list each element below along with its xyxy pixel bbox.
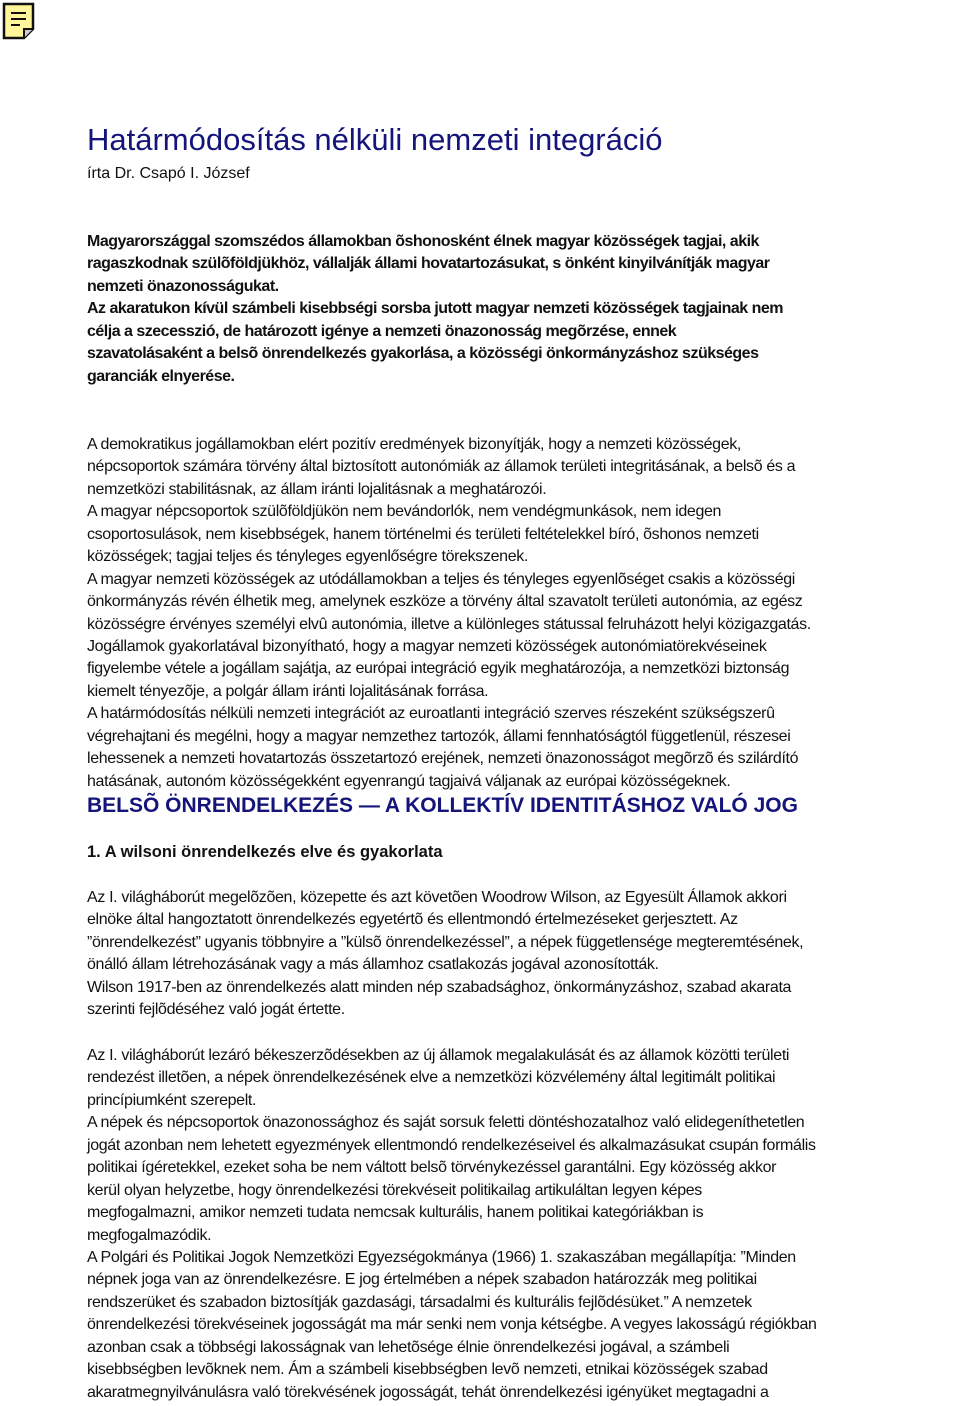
text-line: azonban csak a többségi lakosságnak van lehetõsége élnie önrendelkezési jogával, a számbeli — [87, 1338, 730, 1356]
text-line: rendezést illetõen, a népek önrendelkezésének elve a nemzetközi közvélemény által legitimált politikai — [87, 1069, 776, 1087]
text-line: kerül olyan helyzetbe, hogy önrendelkezési törekvéseit politikailag artikuláltan legyen képes — [87, 1181, 702, 1199]
text-line: nemzetközi stabilitásnak, az állam iránti lojalitásnak a meghatározói. — [87, 480, 547, 498]
text-line: Wilson 1917-ben az önrendelkezés alatt minden nép szabadsághoz, önkormányzáshoz, szabad akarata — [87, 978, 792, 996]
text-line: Az akaratukon kívül számbeli kisebbségi sorsba jutott magyar nemzeti közösségek tagjainak nem — [87, 300, 783, 318]
text-line: princípiumként szerepelt. — [87, 1091, 257, 1109]
text-line: népnek joga van az önrendelkezésre. E jog értelmében a népek szabadon határozzák meg politikai — [87, 1271, 757, 1289]
text-line: népcsoportok számára törvény által biztosított autonómiák az államok területi integritásának, a belsõ és a — [87, 458, 796, 476]
intro-paragraph — [87, 231, 783, 388]
text-line: A demokratikus jogállamokban elért pozitív eredmények bizonyítják, hogy a nemzeti közösségek, — [87, 436, 742, 453]
text-line: figyelembe vétele a jogállam sajátja, az európai integráció egyik meghatározója, a nemzetközi biztonság — [87, 660, 790, 678]
body-paragraph-1 — [87, 434, 811, 793]
text-line: rendszerüket és szabadon biztosítják gazdasági, társadalmi és kulturális fejlõdésüket.” A nemzetek — [87, 1293, 752, 1311]
text-line: elnöke által hangoztatott önrendelkezés egyetértõ és ellentmondó értelmezéseket gerjesztett. Az — [87, 911, 738, 929]
page-title: Határmódosítás nélküli nemzeti integráció — [87, 122, 663, 157]
text-line: szerinti fejlõdéséhez való jogát értette. — [87, 1001, 345, 1019]
text-line: szavatolásaként a belsõ önrendelkezés gyakorlása, a közösségi önkormányzáshoz szükséges — [87, 345, 759, 363]
text-line: A magyar népcsoportok szülõföldjükön nem bevándorlók, nem vendégmunkások, nem idegen — [87, 503, 722, 521]
text-line: Jogállamok gyakorlatával bizonyítható, hogy a magyar nemzeti közösségek autonómiatörekvéseinek — [87, 637, 767, 655]
text-line: célja a szecesszió, de határozott igénye a nemzeti önazonosság megõrzése, ennek — [87, 322, 677, 340]
text-line: megfogalmazni, amikor nemzeti tudata nemcsak kulturális, hanem politikai kategóriákban is — [87, 1204, 704, 1222]
text-line: közösségek; tagjai teljes és tényleges egyenlőségre törekszenek. — [87, 548, 528, 566]
subsection-heading: 1. A wilsoni önrendelkezés elve és gyakorlata — [87, 843, 443, 861]
text-line: csoportosulások, nem kisebbségek, hanem történelmi és területi feltételekkel bíró, õshonos nemzeti — [87, 525, 759, 543]
text-line: jogát azonban nem lehetett egyezmények ellentmondó rendelkezéseivel és alkalmazásukat csupán formális — [87, 1136, 816, 1154]
text-line: önkormányzás révén élhetik meg, amelynek eszköze a törvény által szavatolt területi autonómia, az egész — [87, 593, 803, 611]
text-line: A Polgári és Politikai Jogok Nemzetközi Egyezségokmánya (1966) 1. szakaszában megállapítja: ”Minden — [87, 1248, 796, 1266]
text-line: A határmódosítás nélküli nemzeti integrációt az euroatlanti integráció szerves részeként szükségszerû — [87, 705, 775, 723]
text-line: ”önrendelkezést” ugyanis többnyire a ”külsõ önrendelkezéssel”, a népek függetlensége megteremtésének, — [87, 933, 804, 951]
text-line: ragaszkodnak szülõföldjükhöz, vállalják állami hovatartozásukat, s önként kinyilvánítják magyar — [87, 255, 770, 273]
author-line: írta Dr. Csapó I. József — [87, 165, 250, 182]
text-line: közösségre érvényes személyi elvû autonómia, illetve a különleges státussal felruházott helyi közigazgatás. — [87, 615, 811, 633]
body-paragraph-3 — [87, 1045, 817, 1404]
text-line: A magyar nemzeti közösségek az utódállamokban a teljes és tényleges egyenlõséget csakis a közösségi — [87, 570, 795, 588]
text-line: megfogalmazódik. — [87, 1226, 212, 1244]
text-line: lehessenek a nemzeti hovatartozás összetartozó erejének, nemzeti önazonosságot megõrzõ és szilárdító — [87, 750, 799, 768]
text-line: Az I. világháborút lezáró békeszerzõdésekben az új államok megalakulását és az államok közötti területi — [87, 1047, 790, 1064]
text-line: politikai ígéretekkel, ezeket soha be nem váltott belsõ törvénykezéssel garantálni. Egy közösség akkor — [87, 1159, 777, 1177]
text-line: végrehajtani és megélni, hogy a magyar nemzethez tartozók, állami fennhatóságtól függetlenül, részesei — [87, 727, 791, 745]
note-document-icon — [2, 2, 36, 40]
text-line: hatásának, autonóm közösségekként egyenrangú tagjaivá váljanak az európai közösségeknek. — [87, 772, 731, 790]
body-paragraph-2 — [87, 887, 803, 1022]
text-line: kisebbségben levõknek nem. Ám a számbeli kisebbségben levõ nemzeti, etnikai közösségek szabad — [87, 1361, 768, 1379]
text-line: Magyarországgal szomszédos államokban õshonosként élnek magyar közösségek tagjai, akik — [87, 233, 759, 250]
text-line: akaratmegnyilvánulásra való törekvésének jogosságát, tehát önrendelkezési igényüket megtagadni a — [87, 1383, 769, 1401]
text-line: A népek és népcsoportok önazonossághoz és saját sorsuk feletti döntéshozatalhoz való elidegeníthetetlen — [87, 1114, 805, 1132]
text-line: garanciák elnyerése. — [87, 367, 235, 385]
text-line: kiemelt tényezõje, a polgár állam iránti lojalitásának forrása. — [87, 682, 489, 700]
section-heading: BELSÕ ÖNRENDELKEZÉS — A KOLLEKTÍV IDENTITÁSHOZ VALÓ JOG — [87, 794, 798, 817]
text-line: önálló állam létrehozásának vagy a más államhoz csatlakozás jogával azonosították. — [87, 956, 659, 974]
text-line: Az I. világháborút megelõzõen, közepette és azt követõen Woodrow Wilson, az Egyesült Államok akkori — [87, 889, 787, 906]
text-line: önrendelkezési törekvéseinek jogosságát ma már senki nem vonja kétségbe. A vegyes lakosságú régiókban — [87, 1316, 817, 1334]
text-line: nemzeti önazonosságukat. — [87, 277, 279, 295]
